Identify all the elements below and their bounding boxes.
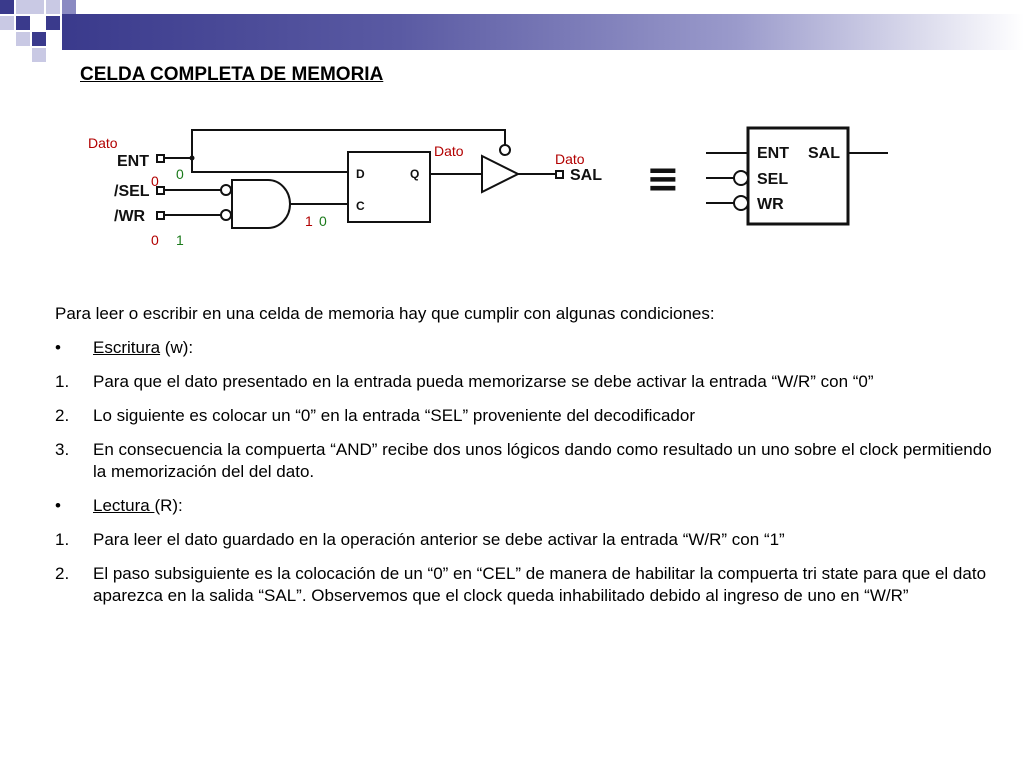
sel-bubble	[221, 185, 231, 195]
sal-pin	[556, 171, 563, 178]
and-out-red: 1	[305, 213, 313, 229]
slide-body	[55, 303, 995, 619]
ff-c-label: C	[356, 199, 365, 213]
block-sal-label: SAL	[808, 145, 840, 162]
write-heading-suffix: (w):	[160, 338, 194, 357]
step-text: Para que el dato presentado en la entrada pueda memorizarse se debe activar la entrada “W/R” con “0”	[93, 372, 874, 391]
intro-paragraph: Para leer o escribir en una celda de memoria hay que cumplir con algunas condiciones:	[55, 304, 715, 323]
block-ent-label: ENT	[757, 145, 789, 162]
write-heading: Escritura	[93, 338, 161, 357]
pin-sal-label: SAL	[570, 167, 602, 184]
block-sel-bubble	[734, 171, 748, 185]
step-number: 1.	[55, 530, 70, 549]
bullet: •	[55, 496, 61, 515]
step-number: 1.	[55, 372, 70, 391]
block-wr-bubble	[734, 196, 748, 210]
junction-dot	[190, 156, 195, 161]
read-heading-row	[55, 495, 995, 517]
pin-sel-label: /SEL	[114, 183, 150, 200]
step-text: Lo siguiente es colocar un “0” en la entrada “SEL” proveniente del decodificador	[93, 406, 695, 425]
write-step	[55, 405, 995, 427]
wr-value-red: 0	[151, 232, 159, 248]
step-text: En consecuencia la compuerta “AND” recibe dos unos lógicos dando como resultado un uno sobre el clock permitiendo la memorización del del dato.	[93, 440, 992, 481]
and-out-green: 0	[319, 213, 327, 229]
ff-q-label: Q	[410, 167, 420, 181]
read-heading: Lectura	[93, 496, 155, 515]
ff-d-label: D	[356, 167, 365, 181]
ent-pin	[157, 155, 164, 162]
enable-bubble	[500, 145, 510, 155]
wr-value-green: 1	[176, 232, 184, 248]
write-step	[55, 439, 995, 483]
bullet: •	[55, 338, 61, 357]
write-heading-row	[55, 337, 995, 359]
step-text: El paso subsiguiente es la colocación de un “0” en “CEL” de manera de habilitar la compuerta tri state para que el dato aparezca en la salida “SAL”. Observemos que el clock queda inhabilitado debido al ingreso de uno en “W/R”	[93, 564, 987, 605]
read-step	[55, 563, 995, 607]
sel-value-green: 0	[176, 166, 184, 182]
step-number: 3.	[55, 440, 70, 459]
step-number: 2.	[55, 406, 70, 425]
write-step	[55, 371, 995, 393]
dato-label-left: Dato	[88, 135, 118, 151]
slide-title: CELDA COMPLETA DE MEMORIA	[80, 64, 384, 85]
d-input-wire	[192, 158, 348, 172]
step-number: 2.	[55, 564, 70, 583]
tristate-buffer	[482, 156, 518, 192]
memory-cell-diagram	[0, 0, 1024, 300]
block-sel-label: SEL	[757, 171, 789, 188]
dato-label-right: Dato	[555, 151, 585, 167]
wr-pin	[157, 212, 164, 219]
read-step	[55, 529, 995, 551]
equivalence-symbol: ≡	[646, 156, 680, 202]
dato-label-middle: Dato	[434, 143, 464, 159]
read-heading-suffix: (R):	[154, 496, 183, 515]
block-wr-label: WR	[757, 196, 784, 213]
step-text: Para leer el dato guardado en la operación anterior se debe activar la entrada “W/R” con “1”	[93, 530, 785, 549]
wr-bubble	[221, 210, 231, 220]
pin-ent-label: ENT	[117, 153, 149, 170]
pin-wr-label: /WR	[114, 208, 146, 225]
sel-value-red: 0	[151, 173, 159, 189]
and-gate	[232, 180, 290, 228]
